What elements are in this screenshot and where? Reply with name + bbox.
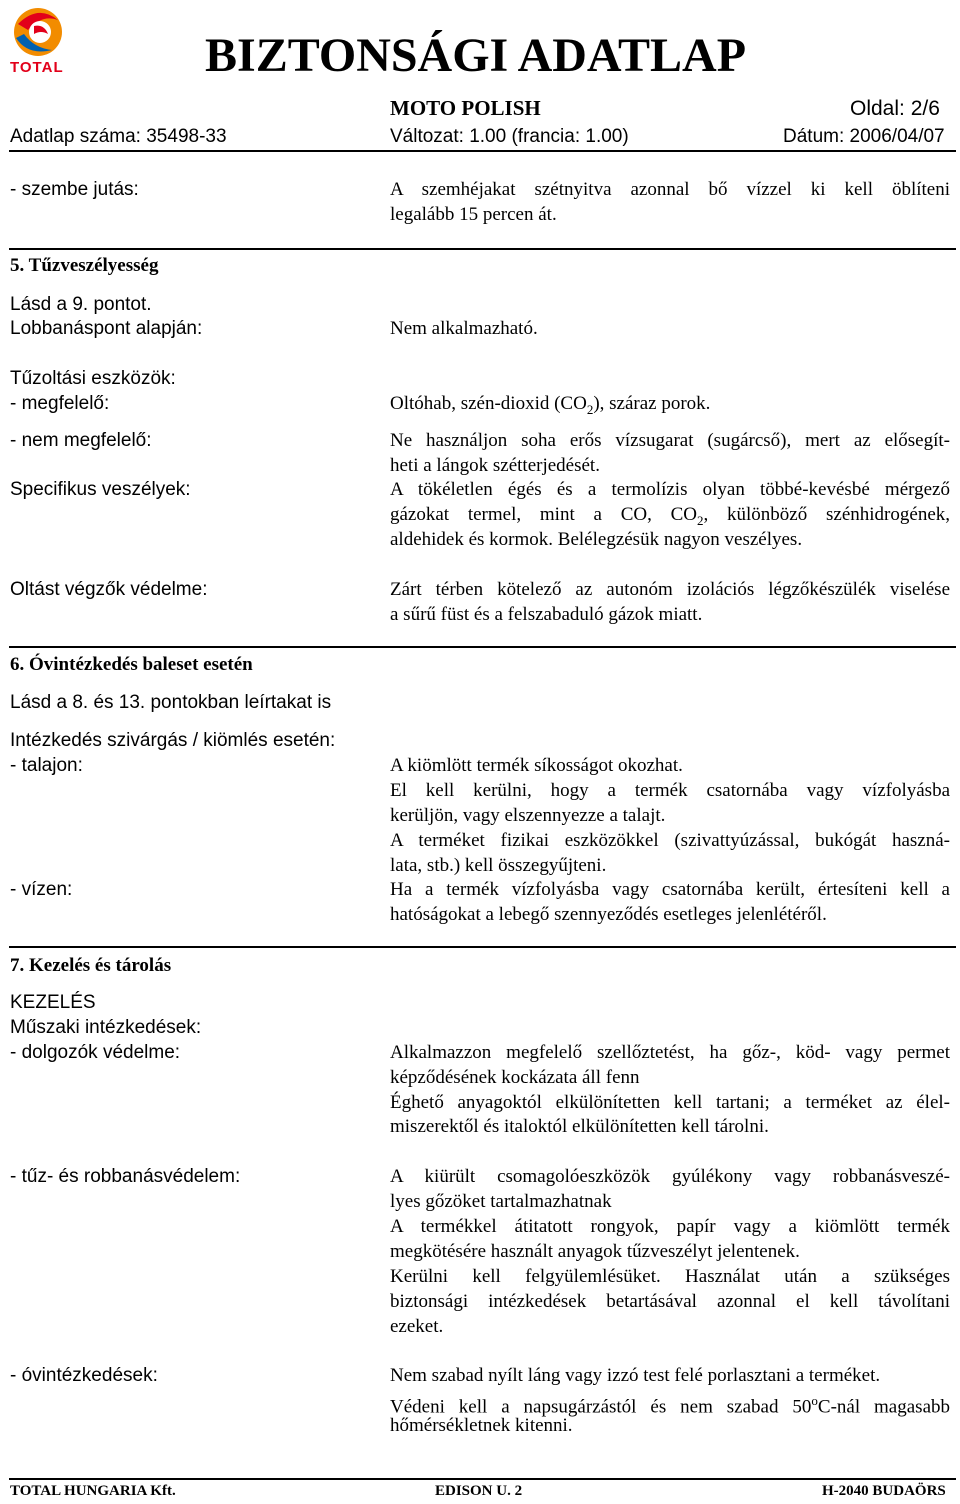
header-rule [9,150,956,152]
worker-protection-label: - dolgozók védelme: [10,1042,181,1063]
date: Dátum: 2006/04/07 [783,126,945,147]
footer-street: EDISON U. 2 [435,1483,523,1499]
firefighter-protection-text-1: Zárt térben kötelező az autonóm izolációs légzőkészülék viselése [390,579,950,600]
suitable-value-post: ), száraz porok. [593,393,711,414]
unsuitable-text-1: Ne használjon soha erős vízsugarat (sugárcső), mert az elősegít- [390,430,950,451]
suitable-value-sub: 2 [586,401,594,417]
specific-hazards-text-2-pre: gázokat termel, mint a CO, CO [390,504,698,525]
version: Változat: 1.00 (francia: 1.00) [390,126,629,147]
handling-heading: KEZELÉS [10,992,96,1013]
eye-contact-label: - szembe jutás: [10,179,139,200]
precautions-text-2-pre: Védeni kell a napsugárzástól és nem szabad 50 [390,1396,812,1418]
sheet-number: Adatlap száma: 35498-33 [10,126,227,147]
fire-explosion-text-4: megkötésére használt anyagok tűzveszélyt jelentenek. [390,1241,800,1262]
on-soil-text-1: A kiömlött termék síkosságot okozhat. [390,755,683,776]
section-6-heading: 6. Óvintézkedés baleset esetén [10,654,253,675]
s6-see-reference: Lásd a 8. és 13. pontokban leírtakat is [10,692,332,713]
unsuitable-label: - nem megfelelő: [10,430,152,451]
suitable-label: - megfelelő: [10,393,110,414]
flash-point-value: Nem alkalmazható. [390,318,538,339]
worker-protection-text-2: képződésének kockázata áll fenn [390,1067,640,1088]
eye-contact-text-1: A szemhéjakat szétnyitva azonnal bő vízzel ki kell öblíteni [390,179,950,200]
specific-hazards-text-3: aldehidek és kormok. Belélegzésük nagyon veszélyes. [390,529,803,550]
product-name: MOTO POLISH [390,96,541,120]
footer-rule [9,1478,956,1480]
precautions-text-2-sup: o [811,1393,818,1408]
unsuitable-text-2: heti a lángok szétterjedését. [390,455,600,476]
fire-explosion-text-7: ezeket. [390,1316,444,1337]
fire-explosion-text-1: A kiürült csomagolóeszközök gyúlékony vagy robbanásveszé- [390,1166,950,1187]
firefighter-protection-text-2: a sűrű füst és a felszabaduló gázok miatt. [390,604,703,625]
on-soil-text-2: El kell kerülni, hogy a termék csatornába vagy vízfolyásba [390,780,950,801]
total-logo-icon [8,4,68,60]
precautions-text-3: hőmérsékletnek kitenni. [390,1415,573,1436]
fire-explosion-text-2: lyes gőzöket tartalmazhatnak [390,1191,612,1212]
worker-protection-text-1: Alkalmazzon megfelelő szellőztetést, ha gőz-, köd- vagy permet [390,1042,950,1063]
total-logo [8,4,68,76]
s5-see-reference: Lásd a 9. pontot. [10,294,152,315]
specific-hazards-text-2-sub: 2 [697,512,704,528]
on-soil-label: - talajon: [10,755,83,776]
fire-explosion-text-5: Kerülni kell felgyülemlésüket. Használat után a szükséges [390,1266,950,1287]
firefighter-protection-label: Oltást végzők védelme: [10,579,208,600]
precautions-text-2-post: C-nál magasabb [817,1396,950,1418]
specific-hazards-label: Specifikus veszélyek: [10,479,191,500]
specific-hazards-text-1: A tökéletlen égés és a termolízis olyan többé-kevésbé mérgező [390,479,950,500]
page-number: Oldal: 2/6 [850,97,940,120]
section-rule-6 [9,646,956,648]
on-soil-text-5: lata, stb.) kell összegyűjteni. [390,855,607,876]
on-soil-text-3: kerüljön, vagy elszennyezze a talajt. [390,805,666,826]
on-water-label: - vízen: [10,879,73,900]
section-rule-7 [9,946,956,948]
precautions-label: - óvintézkedések: [10,1365,158,1386]
fire-explosion-text-6: biztonsági intézkedések betartásával azonnal el kell távolítani [390,1291,950,1312]
eye-contact-text-2: legalább 15 percen át. [390,204,557,225]
specific-hazards-text-2-post: , különböző szénhidrogének, [703,504,950,525]
footer-company: TOTAL HUNGARIA Kft. [10,1483,176,1499]
technical-measures-label: Műszaki intézkedések: [10,1017,202,1038]
fire-explosion-text-3: A termékkel átitatott rongyok, papír vagy a kiömlött termék [390,1216,950,1237]
on-soil-text-4: A terméket fizikai eszközökkel (szivattyúzással, bukógát haszná- [390,830,950,851]
flash-point-label: Lobbanáspont alapján: [10,318,203,339]
spill-measures-label: Intézkedés szivárgás / kiömlés esetén: [10,730,336,751]
precautions-text-1: Nem szabad nyílt láng vagy izzó test felé porlasztani a terméket. [390,1365,881,1386]
on-water-text-1: Ha a termék vízfolyásba vagy csatornába került, értesíteni kell a [390,879,950,900]
fire-explosion-label: - tűz- és robbanásvédelem: [10,1166,241,1187]
section-5-heading: 5. Tűzveszélyesség [10,255,159,276]
on-water-text-2: hatóságokat a lebegő szennyeződés esetleges jelenlétéről. [390,904,827,925]
worker-protection-text-4: miszerektől és italoktól elkülönítetten kell tárolni. [390,1116,769,1137]
section-7-heading: 7. Kezelés és tárolás [10,955,172,976]
section-rule-5 [9,248,956,250]
footer-city: H-2040 BUDAÖRS [822,1483,946,1499]
worker-protection-text-3: Éghető anyagoktól elkülönítetten kell tartani; a terméket az élel- [390,1092,950,1113]
document-title: BIZTONSÁGI ADATLAP [205,29,747,82]
logo-text: TOTAL [10,59,64,76]
suitable-value [390,391,710,422]
suitable-value-pre: Oltóhab, szén-dioxid (CO [390,393,587,414]
extinguishing-label: Tűzoltási eszközök: [10,368,176,389]
